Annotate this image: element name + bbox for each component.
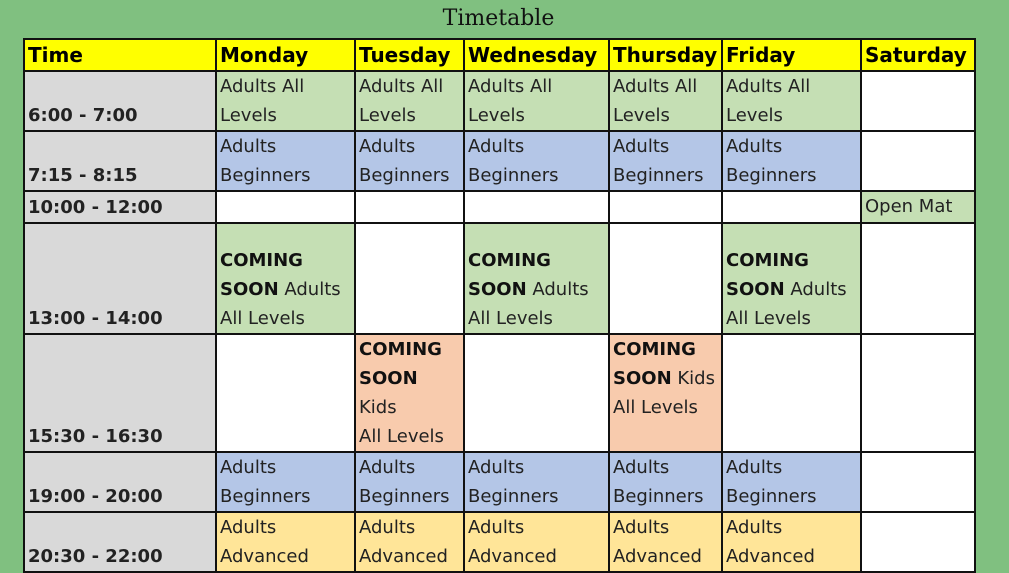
class-line3: All Levels <box>359 426 444 447</box>
class-cell <box>464 223 609 334</box>
empty-cell <box>722 334 861 452</box>
class-line1: Adults <box>359 517 416 538</box>
class-line2: Adults <box>284 279 341 300</box>
class-line1: Adults <box>468 517 525 538</box>
class-line2: Advanced <box>613 546 702 567</box>
empty-cell <box>216 191 355 223</box>
class-line1: Adults <box>726 457 783 478</box>
class-line1: Adults All <box>220 76 305 97</box>
time-cell: 13:00 - 14:00 <box>24 223 216 334</box>
empty-cell <box>861 512 975 572</box>
empty-cell <box>609 223 722 334</box>
class-cell <box>609 452 722 512</box>
class-line2: Beginners <box>726 486 817 507</box>
header-thursday: Thursday <box>609 39 722 71</box>
class-cell <box>216 512 355 572</box>
class-line2: Advanced <box>359 546 448 567</box>
class-cell <box>722 512 861 572</box>
page-title: Timetable <box>442 6 555 31</box>
class-line2: Levels <box>468 105 525 126</box>
empty-cell <box>861 131 975 191</box>
empty-cell <box>355 191 464 223</box>
class-cell <box>722 71 861 131</box>
class-cell <box>609 334 722 452</box>
class-line2: Levels <box>220 105 277 126</box>
class-cell <box>464 131 609 191</box>
class-line2: Adults <box>532 279 589 300</box>
class-line1: Adults <box>613 457 670 478</box>
class-line2: Levels <box>726 105 783 126</box>
header-time: Time <box>24 39 216 71</box>
class-cell <box>216 452 355 512</box>
table-row <box>24 452 975 512</box>
header-wednesday: Wednesday <box>464 39 609 71</box>
class-line3: All Levels <box>726 308 811 329</box>
class-line1: Adults All <box>726 76 811 97</box>
class-line1: Adults <box>613 136 670 157</box>
coming-soon-label: SOON <box>726 279 785 300</box>
table-row <box>24 131 975 191</box>
class-line2: Beginners <box>220 486 311 507</box>
header-tuesday: Tuesday <box>355 39 464 71</box>
class-line1: Adults <box>220 136 277 157</box>
class-cell <box>722 131 861 191</box>
class-line1: Adults <box>220 517 277 538</box>
time-cell: 7:15 - 8:15 <box>24 131 216 191</box>
class-cell <box>464 512 609 572</box>
time-cell: 6:00 - 7:00 <box>24 71 216 131</box>
class-cell <box>355 131 464 191</box>
class-cell <box>464 452 609 512</box>
class-line3: All Levels <box>613 397 698 418</box>
class-line1: Adults All <box>359 76 444 97</box>
coming-soon-label: SOON <box>220 279 279 300</box>
class-line2: Beginners <box>613 486 704 507</box>
empty-cell <box>861 452 975 512</box>
header-friday: Friday <box>722 39 861 71</box>
class-line2: Beginners <box>359 165 450 186</box>
class-line2: Beginners <box>468 165 559 186</box>
class-line3: All Levels <box>468 308 553 329</box>
time-cell: 15:30 - 16:30 <box>24 334 216 452</box>
class-line2: Advanced <box>726 546 815 567</box>
timetable <box>23 38 976 573</box>
class-line1: Adults <box>220 457 277 478</box>
class-cell <box>609 512 722 572</box>
class-cell <box>355 512 464 572</box>
header-saturday: Saturday <box>861 39 975 71</box>
table-row <box>24 191 975 223</box>
empty-cell <box>464 191 609 223</box>
table-row <box>24 334 975 452</box>
table-row <box>24 71 975 131</box>
class-line2: Beginners <box>613 165 704 186</box>
class-line2: Beginners <box>220 165 311 186</box>
class-line1: Adults <box>359 457 416 478</box>
empty-cell <box>609 191 722 223</box>
coming-soon-label: COMING <box>468 250 551 271</box>
class-line2: Advanced <box>220 546 309 567</box>
class-line2: Kids <box>359 397 397 418</box>
class-line2: Adults <box>790 279 847 300</box>
class-line1: Adults <box>359 136 416 157</box>
class-line1: Adults <box>613 517 670 538</box>
class-line2: Beginners <box>468 486 559 507</box>
class-line2: Kids <box>677 368 715 389</box>
class-line1: Adults All <box>613 76 698 97</box>
class-line2: Beginners <box>359 486 450 507</box>
class-line1: Adults All <box>468 76 553 97</box>
empty-cell <box>861 334 975 452</box>
coming-soon-label: SOON <box>468 279 527 300</box>
header-monday: Monday <box>216 39 355 71</box>
time-cell: 19:00 - 20:00 <box>24 452 216 512</box>
header-row <box>24 39 975 71</box>
time-cell: 10:00 - 12:00 <box>24 191 216 223</box>
class-cell <box>355 452 464 512</box>
coming-soon-label: SOON <box>613 368 672 389</box>
class-line1: Adults <box>726 517 783 538</box>
empty-cell <box>464 334 609 452</box>
class-line2: Beginners <box>726 165 817 186</box>
class-line3: All Levels <box>220 308 305 329</box>
class-line1: Adults <box>468 136 525 157</box>
class-cell <box>464 71 609 131</box>
empty-cell <box>861 71 975 131</box>
time-cell: 20:30 - 22:00 <box>24 512 216 572</box>
class-line2: Levels <box>359 105 416 126</box>
class-cell <box>609 131 722 191</box>
class-cell <box>722 223 861 334</box>
coming-soon-label: COMING <box>220 250 303 271</box>
class-cell <box>722 452 861 512</box>
empty-cell <box>861 223 975 334</box>
open-mat-cell: Open Mat <box>861 191 975 223</box>
class-cell <box>216 71 355 131</box>
empty-cell <box>216 334 355 452</box>
coming-soon-label: COMING <box>359 339 442 360</box>
class-cell <box>355 334 464 452</box>
class-cell <box>216 223 355 334</box>
table-row <box>24 512 975 572</box>
coming-soon-label: COMING <box>726 250 809 271</box>
class-line1: Adults <box>468 457 525 478</box>
coming-soon-label: COMING <box>613 339 696 360</box>
class-line2: Levels <box>613 105 670 126</box>
empty-cell <box>355 223 464 334</box>
empty-cell <box>722 191 861 223</box>
class-line2: Advanced <box>468 546 557 567</box>
class-cell <box>355 71 464 131</box>
coming-soon-label: SOON <box>359 368 418 389</box>
class-line1: Adults <box>726 136 783 157</box>
class-cell <box>216 131 355 191</box>
table-row <box>24 223 975 334</box>
class-cell <box>609 71 722 131</box>
